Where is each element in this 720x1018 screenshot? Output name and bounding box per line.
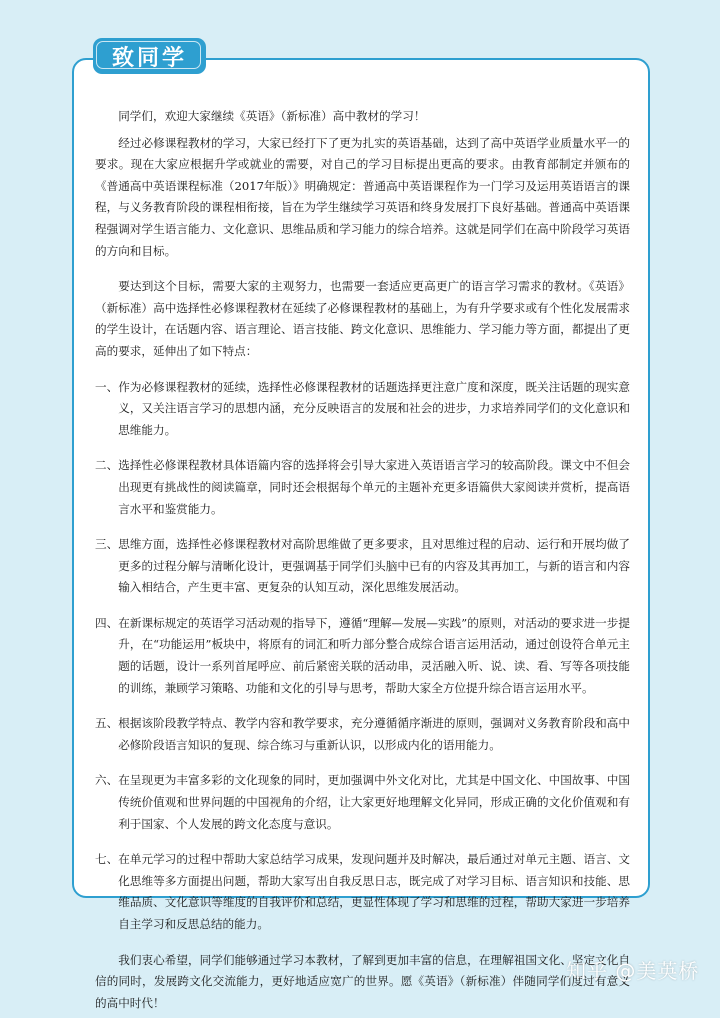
watermark: 知乎 @美英桥	[566, 959, 700, 983]
list-number: 三、	[95, 537, 119, 552]
list-text: 作为必修课程教材的延续，选择性必修课程教材的话题选择更注意广度和深度，既关注话题的现实意义，又关注语言学习的思想内涵，充分反映语言的发展和社会的进步，力求培养同学们的文化意识和思维能力。	[118, 379, 630, 437]
header-tab-inner-border	[96, 41, 201, 69]
list-item-5	[95, 713, 630, 756]
list-number: 四、	[95, 615, 119, 630]
list-item-6	[95, 770, 630, 835]
list-item-1	[95, 377, 630, 442]
letter-body	[95, 106, 630, 1014]
paragraph-1: 经过必修课程教材的学习，大家已经打下了更为扎实的英语基础，达到了高中英语学业质量水平一的要求。现在大家应根据升学或就业的需要，对自己的学习目标提出更高的要求。由教育部制定并颁布的《普通高中英语课程标准（2017年版）》明确规定：普通高中英语课程作为一门学习及运用英语语言的课程，与义务教育阶段的课程相衔接，旨在为学生继续学习英语和终身发展打下良好基础。普通高中英语课程强调对学生语言能力、文化意识、思维品质和学习能力的综合培养。这就是同学们在高中阶段学习英语的方向和目标。	[95, 135, 630, 258]
list-number: 五、	[95, 716, 119, 731]
list-number: 七、	[95, 852, 119, 867]
list-text: 思维方面，选择性必修课程教材对高阶思维做了更多要求，且对思维过程的启动、运行和开展均做了更多的过程分解与清晰化设计，更强调基于同学们头脑中已有的内容及其再加工，与新的语言和内容输入相结合，产生更丰富、更复杂的认知互动，深化思维发展活动。	[118, 537, 630, 595]
paragraph-2: 要达到这个目标，需要大家的主观努力，也需要一套适应更高更广的语言学习需求的教材。《英语》（新标准）高中选择性必修课程教材在延续了必修课程教材的基础上，为有升学要求或有个性化发展需求的学生设计，在话题内容、语言理论、语言技能、跨文化意识、思维能力、学习能力等方面，都提出了更高的要求，延伸出了如下特点：	[95, 279, 630, 358]
list-text: 在呈现更为丰富多彩的文化现象的同时，更加强调中外文化对比，尤其是中国文化、中国故事、中国传统价值观和世界问题的中国视角的介绍，让大家更好地理解文化异同，形成正确的文化价值观和有利于国家、个人发展的跨文化态度与意识。	[118, 773, 630, 831]
closing-paragraph: 我们衷心希望，同学们能够通过学习本教材，了解到更加丰富的信息，在理解祖国文化、坚定文化自信的同时，发展跨文化交流能力，更好地适应宽广的世界。愿《英语》（新标准）伴随同学们度过有意义的高中时代！	[95, 952, 630, 1010]
list-text: 在新课标规定的英语学习活动观的指导下，遵循“理解—发展—实践”的原则，对活动的要求进一步提升，在“功能运用”板块中，将原有的词汇和听力部分整合成综合语言运用活动，通过创设符合单元主题的话题，设计一系列首尾呼应、前后紧密关联的活动串，灵活融入听、说、读、看、写等各项技能的训练，兼顾学习策略、功能和文化的引导与思考，帮助大家全方位提升综合语言运用水平。	[118, 615, 630, 695]
list-text: 根据该阶段教学特点、教学内容和教学要求，充分遵循循序渐进的原则，强调对义务教育阶段和高中必修阶段语言知识的复现、综合练习与重新认识，以形成内化的语用能力。	[118, 716, 630, 752]
list-number: 六、	[95, 773, 119, 788]
page-title: 致同学	[111, 45, 187, 71]
list-item-4	[95, 613, 630, 699]
list-text: 选择性必修课程教材具体语篇内容的选择将会引导大家进入英语语言学习的较高阶段。课文中不但会出现更有挑战性的阅读篇章，同时还会根据每个单元的主题补充更多语篇供大家阅读并赏析，提高语言水平和鉴赏能力。	[118, 458, 630, 516]
list-item-3	[95, 534, 630, 599]
list-text: 在单元学习的过程中帮助大家总结学习成果，发现问题并及时解决，最后通过对单元主题、语言、文化思维等多方面提出问题，帮助大家写出自我反思日志，既完成了对学习目标、语言知识和技能、思维品质、文化意识等维度的自我评价和总结，更显性体现了学习和思维的过程，帮助大家进一步培养自主学习和反思总结的能力。	[118, 852, 630, 931]
greeting: 同学们，欢迎大家继续《英语》（新标准）高中教材的学习！	[118, 109, 426, 123]
list-item-2	[95, 455, 630, 520]
list-number: 二、	[95, 458, 119, 473]
list-number: 一、	[95, 379, 119, 394]
list-item-7	[95, 849, 630, 935]
